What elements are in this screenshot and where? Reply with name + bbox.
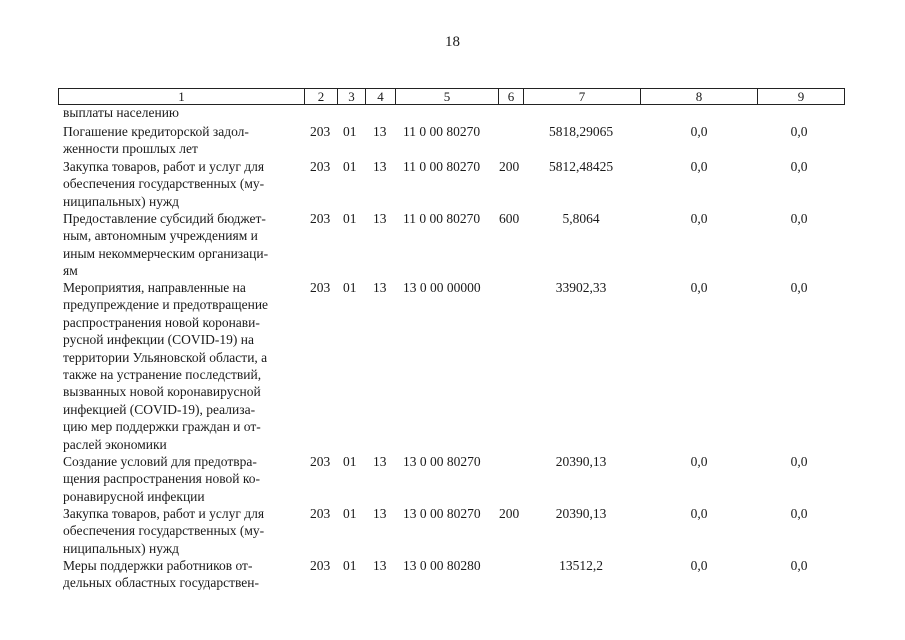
cell-chapter: 203 (310, 454, 331, 469)
cell-section: 01 (343, 124, 357, 139)
header-col-7: 7 (524, 89, 641, 104)
cell-subsection: 13 (373, 558, 387, 573)
cell-amount: 20390,13 (555, 454, 607, 469)
cell-amount-3: 0,0 (790, 558, 808, 573)
cell-amount-2: 0,0 (690, 211, 708, 226)
cell-chapter: 203 (310, 558, 331, 573)
table-header (58, 88, 845, 105)
cell-amount-2: 0,0 (690, 124, 708, 139)
cell-section: 01 (343, 506, 357, 521)
cell-amount: 5812,48425 (548, 159, 614, 174)
cell-subsection: 13 (373, 280, 387, 295)
cell-subsection: 13 (373, 454, 387, 469)
header-col-1: 1 (59, 89, 305, 104)
cell-amount-3: 0,0 (790, 454, 808, 469)
cell-amount: 13512,2 (559, 558, 603, 573)
cell-amount-2: 0,0 (690, 558, 708, 573)
cell-amount-3: 0,0 (790, 211, 808, 226)
cell-amount-2: 0,0 (690, 454, 708, 469)
cell-expense-type: 200 (499, 159, 520, 174)
cell-target-article: 13 0 00 80270 (403, 506, 481, 521)
header-col-4: 4 (366, 89, 396, 104)
cell-section: 01 (343, 211, 357, 226)
cell-target-article: 13 0 00 00000 (403, 280, 481, 295)
header-col-3: 3 (338, 89, 366, 104)
cell-target-article: 11 0 00 80270 (403, 159, 481, 174)
cell-amount-2: 0,0 (690, 280, 708, 295)
row-description: Мероприятия, направленные на предупреждение и предотвращение распространения новой коронави- русной инфекции (COVID-19) на территории Ульяновской области, а также на устранение последствий, вызванных новой коронавирусной инфекцией (COVID-19), реализа- цию мер поддержки граждан и от- раслей экономики (63, 280, 269, 452)
row-description: выплаты населению (63, 105, 180, 120)
cell-target-article: 13 0 00 80270 (403, 454, 481, 469)
cell-expense-type: 200 (499, 506, 520, 521)
cell-amount: 33902,33 (555, 280, 607, 295)
header-col-5: 5 (396, 89, 499, 104)
row-description: Закупка товаров, работ и услуг для обеспечения государственных (му- ниципальных) нужд (63, 159, 265, 209)
cell-amount: 20390,13 (555, 506, 607, 521)
row-description: Создание условий для предотвра- щения распространения новой ко- ронавирусной инфекции (63, 454, 260, 504)
cell-amount-2: 0,0 (690, 506, 708, 521)
cell-chapter: 203 (310, 159, 331, 174)
cell-amount-3: 0,0 (790, 280, 808, 295)
cell-chapter: 203 (310, 506, 331, 521)
row-description: Погашение кредиторской задол- женности прошлых лет (63, 124, 249, 157)
cell-amount-3: 0,0 (790, 506, 808, 521)
cell-chapter: 203 (310, 280, 331, 295)
cell-section: 01 (343, 280, 357, 295)
page-number: 18 (445, 34, 460, 50)
cell-chapter: 203 (310, 211, 331, 226)
cell-target-article: 11 0 00 80270 (403, 211, 481, 226)
cell-amount-3: 0,0 (790, 159, 808, 174)
cell-subsection: 13 (373, 159, 387, 174)
cell-section: 01 (343, 159, 357, 174)
cell-amount-3: 0,0 (790, 124, 808, 139)
row-description: Меры поддержки работников от- дельных областных государствен- (63, 558, 260, 591)
header-col-2: 2 (305, 89, 338, 104)
cell-subsection: 13 (373, 506, 387, 521)
cell-amount: 5,8064 (562, 211, 600, 226)
cell-expense-type: 600 (499, 211, 520, 226)
cell-amount-2: 0,0 (690, 159, 708, 174)
header-col-6: 6 (499, 89, 524, 104)
cell-section: 01 (343, 454, 357, 469)
row-description: Предоставление субсидий бюджет- ным, автономным учреждениям и иным некоммерческим организаци- ям (63, 211, 269, 279)
cell-amount: 5818,29065 (548, 124, 614, 139)
cell-target-article: 13 0 00 80280 (403, 558, 481, 573)
cell-section: 01 (343, 558, 357, 573)
cell-chapter: 203 (310, 124, 331, 139)
cell-subsection: 13 (373, 211, 387, 226)
cell-subsection: 13 (373, 124, 387, 139)
header-col-9: 9 (797, 89, 805, 104)
header-col-8: 8 (641, 89, 758, 104)
row-description: Закупка товаров, работ и услуг для обеспечения государственных (му- ниципальных) нужд (63, 506, 265, 556)
cell-target-article: 11 0 00 80270 (403, 124, 481, 139)
